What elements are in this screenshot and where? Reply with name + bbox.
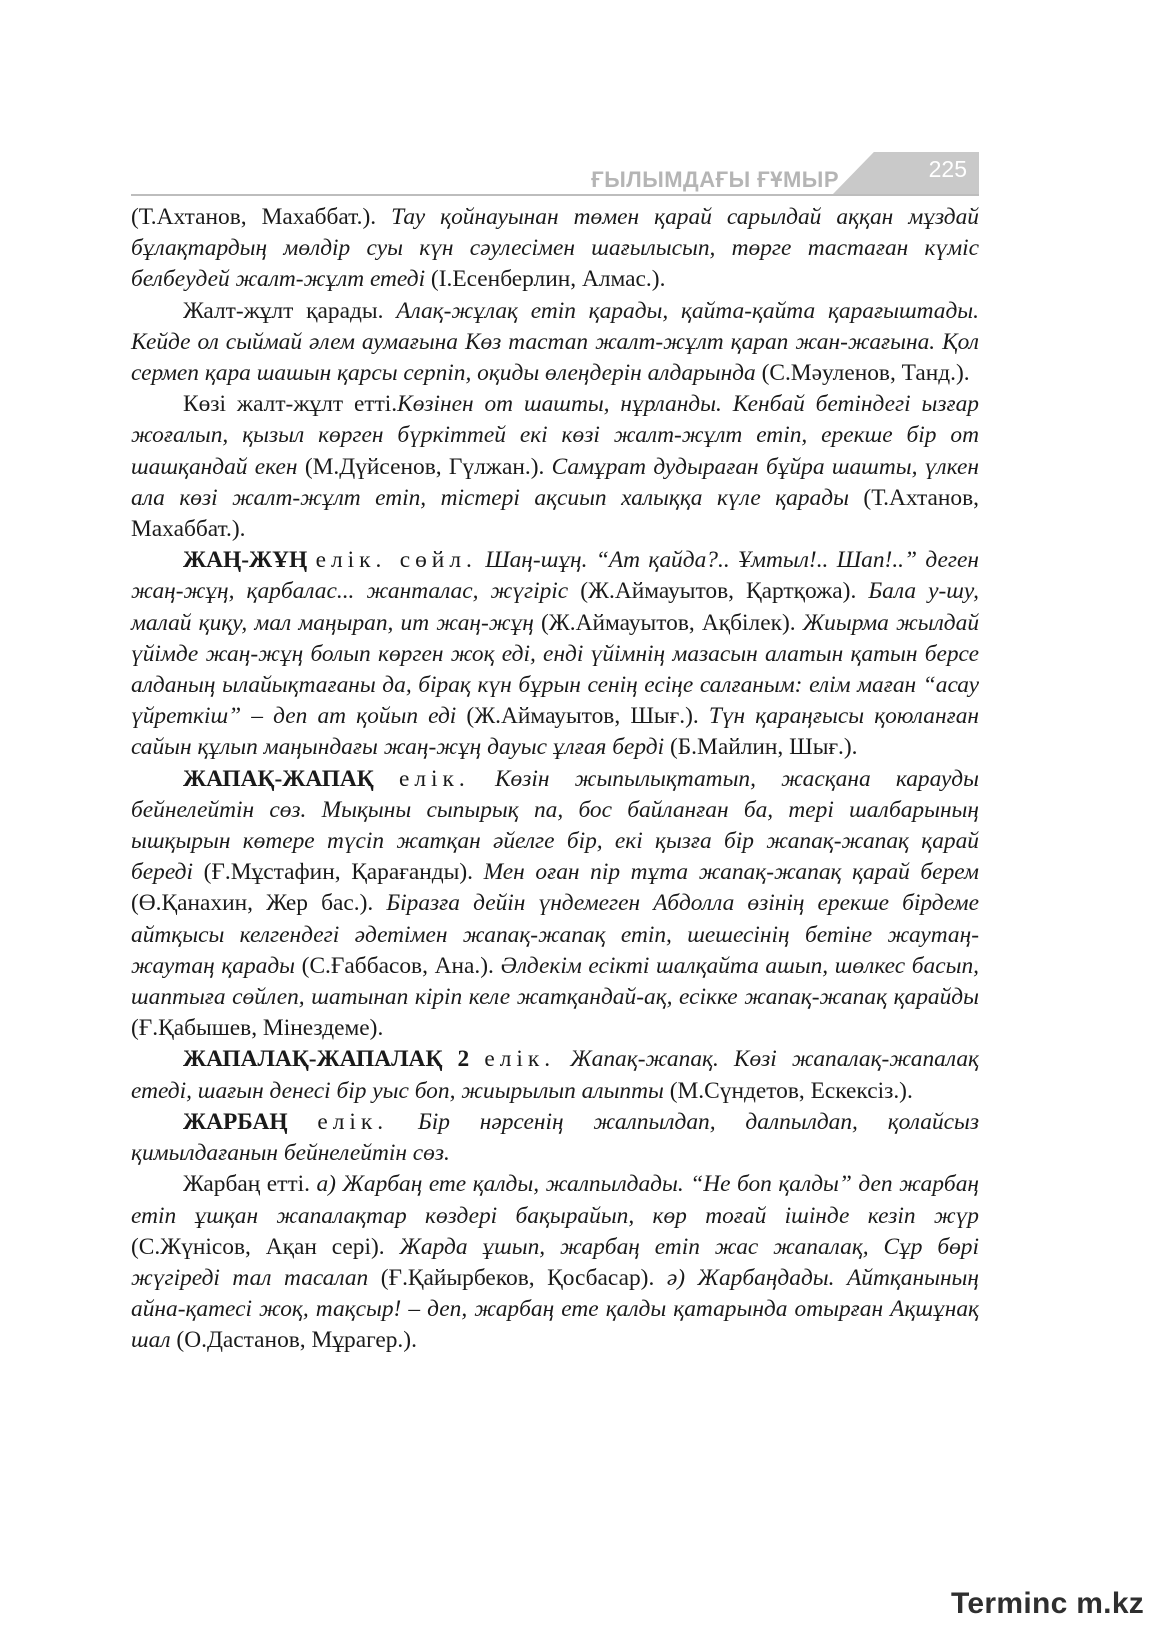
- plain-text: [374, 766, 399, 792]
- headword: ЖАПАЛАҚ-ЖАПАЛАҚ 2: [183, 1046, 470, 1073]
- paragraph: [131, 764, 979, 1045]
- paragraph: [131, 202, 979, 296]
- example-text: Көзінен от шашты, нұрланды. Кенбай бетіндегі ызғар жоғалып, қызыл көрген бүркіттей екі көзі жалт-жұлт етіп, ерекше бір от шашқандай екен: [131, 391, 979, 480]
- example-text: Көзін жыпылықтатып, жасқана карауды бейнелейтін сөз. Мықыны сыпырық па, бос байланған ба, тері шалбарының ышқырын көтере түсіп жатқан әйелге бір, екі қызға бір жапақ-жапақ қарай береді: [131, 765, 979, 886]
- plain-text: [469, 1046, 484, 1072]
- example-text: Жиырма жылдай үйімде жаң-жұң болып көрген жоқ еді, енді үйімнің мазасын алатын қатын берсе алданың ылайықтағаны да, бірақ күн бұрын сенің есіңе салғаным: елім маған “асау үйреткіш” – деп ат қойып еді: [131, 609, 980, 730]
- plain-text: (С.Ғаббасов, Ана.).: [295, 952, 501, 979]
- plain-text: [477, 547, 485, 573]
- grammar-label: елік.: [399, 765, 470, 792]
- page-number: 225: [928, 156, 967, 182]
- grammar-label: елік.: [484, 1046, 556, 1073]
- example-text: Жапақ-жапақ. Көзі жапалақ-жапалақ етеді, шағын денесі бір уыс боп, жиырылып алыпты: [131, 1046, 979, 1104]
- plain-text: [555, 1046, 570, 1072]
- plain-text: (М.Сүндетов, Ескексіз.).: [663, 1077, 913, 1104]
- plain-text: (Ғ.Қабышев, Мінездеме).: [131, 1015, 384, 1042]
- paragraph: [131, 545, 979, 763]
- plain-text: (О.Дастанов, Мұрагер.).: [170, 1327, 417, 1354]
- plain-text: (Ө.Қанахин, Жер бас.).: [131, 890, 387, 917]
- plain-text: (Т.Ахтанов, Махаббат.).: [131, 204, 392, 230]
- paragraph: [131, 389, 979, 545]
- plain-text: (Т.Ахтанов, Махаббат.).: [131, 484, 979, 543]
- running-title: ҒЫЛЫМДАҒЫ ҒҰМЫР: [591, 167, 839, 192]
- plain-text: (Ж.Аймауытов, Ақбілек).: [533, 609, 803, 636]
- example-text: Түн қараңғысы қоюланған сайын құлып маңындағы жаң-жұң дауыс ұлғая берді: [131, 703, 979, 761]
- example-text: Бір нәрсенің жалпылдап, далпылдап, қолайсыз қимылдағанын бейнелейтін сөз.: [131, 1108, 979, 1167]
- example-text: Шаң-шұң. “Ат қайда?.. Ұмтыл!.. Шап!..” деген жаң-жұң, қарбалас... жанталас, жүгіріс: [131, 547, 979, 605]
- plain-text: [470, 766, 495, 792]
- example-text: Самұрат дудыраған бұйра шашты, үлкен ала көзі жалт-жұлт етіп, тістері ақсиып халыққа күле қарады: [131, 453, 979, 511]
- headword: ЖАҢ-ЖҰҢ: [183, 547, 308, 574]
- headword: ЖАРБАҢ: [183, 1108, 288, 1135]
- running-header: [131, 150, 979, 196]
- example-text: Алақ-жұлақ етіп қарады, қайта-қайта қарағыштады. Кейде ол сыймай әлем аумағына Көз тастап жалт-жұлт қарап жан-жағына. Қол сермеп қара шашын қарсы серпіп, оқиды өлеңдерін алдарында: [131, 297, 979, 387]
- grammar-label: елік. сөйл.: [315, 547, 477, 574]
- plain-text: (Ғ.Мұстафин, Қарағанды).: [192, 859, 484, 886]
- plain-text: (С.Жүнісов, Ақан сері).: [131, 1233, 400, 1260]
- plain-text: [307, 547, 315, 573]
- example-text: Жарда ұшып, жарбаң етіп жас жапалақ, Сұр бөрі жүгіреді тал тасалап: [131, 1233, 979, 1291]
- paragraph: [131, 1044, 979, 1106]
- plain-text: Жарбаң етті.: [183, 1171, 317, 1198]
- plain-text: (С.Мәуленов, Танд.).: [755, 360, 970, 387]
- plain-text: Көзі жалт-жұлт етті.: [183, 391, 398, 418]
- watermark-logo: Terminc m.kz: [951, 1587, 1145, 1620]
- example-text: Әлдекім есікті шалқайта ашып, шөлкес басып, шаптыға сөйлеп, шатынап кіріп келе жатқандай-ақ, есікке жапақ-жапақ қарайды: [131, 952, 979, 1011]
- example-text: ә) Жарбаңдады. Айтқанының айна-қатесі жоқ, тақсыр! – деп, жарбаң ете қалды қатарында отырған Ақшұнақ шал: [131, 1264, 979, 1354]
- example-text: Бала у-шу, малай қиқу, мал маңырап, ит жаң-жұң: [131, 578, 979, 636]
- paragraph: [131, 1169, 979, 1356]
- example-text: а) Жарбаң ете қалды, жалпылдады. “Не боп қалды” деп жарбаң етіп ұшқан жапалақтар көздері бақырайып, көр тоғай ішінде кезіп жүр: [131, 1171, 979, 1229]
- paragraph: [131, 1107, 979, 1169]
- plain-text: (Ғ.Қайырбеков, Қосбасар).: [368, 1264, 667, 1291]
- example-text: Тау қойнауынан төмен қарай сарылдай аққан мұздай бұлақтардың мөлдір суы күн сәулесімен шағылысып, төрге тастаған күміс белбеудей жалт-жұлт етеді: [131, 204, 979, 293]
- plain-text: (М.Дүйсенов, Гүлжан.).: [297, 453, 552, 480]
- body-text: [131, 202, 979, 1357]
- example-text: Біразға дейін үндемеген Абдолла өзінің ерекше бірдеме айтқысы келгендегі әдетімен жапақ-жапақ етіп, шешесінің бетіне жаутаң-жаутаң қарады: [131, 890, 979, 979]
- plain-text: (І.Есенберлин, Алмас.).: [425, 266, 666, 293]
- headword: ЖАПАҚ-ЖАПАҚ: [183, 765, 374, 792]
- paragraph: [131, 296, 979, 390]
- grammar-label: елік.: [317, 1108, 389, 1135]
- example-text: Мен оған пір тұта жапақ-жапақ қарай берем: [483, 859, 979, 886]
- plain-text: [288, 1109, 318, 1135]
- plain-text: [388, 1109, 418, 1135]
- plain-text: (Ж.Аймауытов, Шығ.).: [456, 703, 709, 730]
- plain-text: (Б.Майлин, Шығ.).: [664, 734, 858, 761]
- header-rule: [131, 194, 979, 196]
- plain-text: Жалт-жұлт қарады.: [183, 297, 397, 324]
- plain-text: (Ж.Аймауытов, Қартқожа).: [568, 578, 869, 605]
